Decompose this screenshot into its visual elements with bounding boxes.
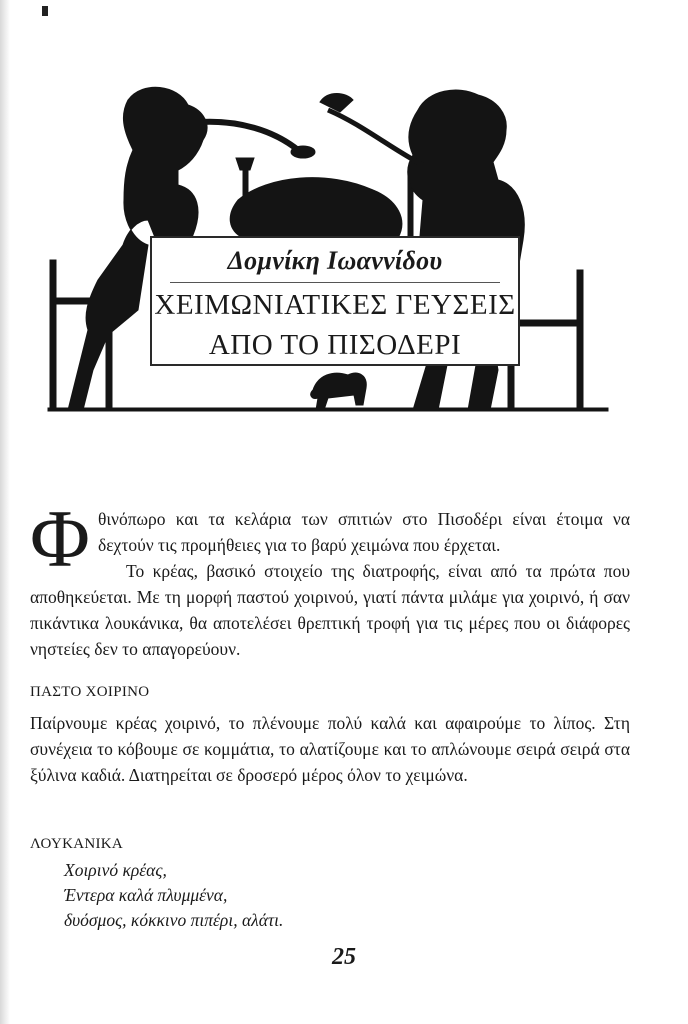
ingredient-line: δυόσμος, κόκκινο πιπέρι, αλάτι.	[64, 910, 284, 930]
ingredients-list	[64, 858, 283, 933]
intro-text	[30, 493, 630, 662]
page-edge-shadow	[0, 0, 10, 1024]
title-line-1: ΧΕΙΜΩΝΙΑΤΙΚΕΣ ΓΕΥΣΕΙΣ	[154, 289, 516, 321]
intro-paragraph-1: θινόπωρο και τα κελάρια των σπιτιών στο Πισοδέρι είναι έτοιμα να δεχτούν τις προμήθειες για το βαρύ χειμώνα που έρχεται.	[97, 509, 630, 555]
author-name: Δομνίκη Ιωαννίδου	[227, 246, 443, 275]
page-number: 25	[332, 944, 356, 970]
title-box	[150, 236, 520, 366]
intro-paragraph-2: Το κρέας, βασικό στοιχείο της διατροφής, είναι από τα πρώτα που αποθηκεύεται. Με τη μορφή παστού χοιρινού, γιατί πάντα μιλάμε για χοιρινό, ή σαν πικάντικα λουκάνικα, θα αποτελέσει θρεπτική τροφή για τις μέρες που οι διάφορες νηστείες δεν το απαγορεύουν.	[30, 561, 630, 659]
section-text-pasto-xoirino: Παίρνουμε κρέας χοιρινό, το πλένουμε πολύ καλά και αφαιρούμε το λίπος. Στη συνέχεια το κόβουμε σε κομμάτια, το αλατίζουμε και το απλώνουμε σειρά σειρά στα ξύλινα καδιά. Διατηρείται σε δροσερό μέρος όλον το χειμώνα.	[30, 713, 630, 785]
section-heading-loukanika: ΛΟΥΚΑΝΙΚΑ	[30, 836, 124, 852]
section-heading-pasto-xoirino: ΠΑΣΤΟ ΧΟΙΡΙΝΟ	[30, 684, 150, 700]
scan-speck	[42, 6, 48, 16]
dropcap: Φ	[30, 493, 90, 584]
title-line-2: ΑΠΟ ΤΟ ΠΙΣΟΔΕΡΙ	[208, 329, 462, 361]
ingredient-line: Χοιρινό κρέας,	[64, 860, 167, 880]
ingredient-line: Έντερα καλά πλυμμένα,	[64, 885, 228, 905]
title-divider	[170, 282, 500, 283]
